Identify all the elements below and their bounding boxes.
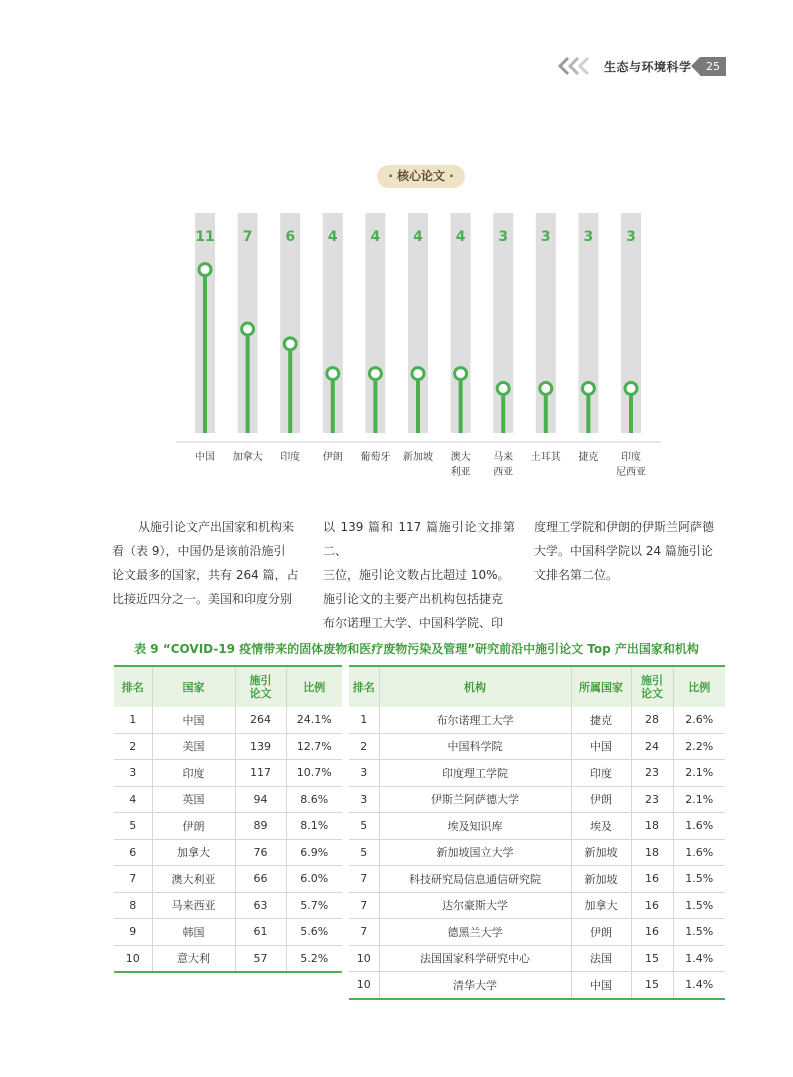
category-label: 中国 (195, 452, 215, 463)
table-cell: 5.6% (286, 919, 342, 946)
bar-group (531, 213, 562, 463)
table-cell: 16 (631, 892, 673, 919)
bar-marker (284, 338, 296, 350)
table-cell: 6.9% (286, 839, 342, 866)
table-cell: 1.6% (673, 813, 725, 840)
table-cell: 埃及知识库 (379, 813, 571, 840)
table-cell: 中国科学院 (379, 733, 571, 760)
data-label: 3 (498, 229, 509, 245)
table-row (114, 892, 342, 919)
table-cell: 6 (114, 839, 152, 866)
bar-marker (455, 368, 467, 380)
table-cell: 7 (349, 919, 379, 946)
table-cell: 1.5% (673, 866, 725, 893)
category-label: 利亚 (450, 467, 471, 478)
bar-group (360, 213, 390, 463)
table-cell: 伊朗 (571, 919, 631, 946)
data-label: 11 (195, 229, 215, 245)
table-cell: 63 (235, 892, 286, 919)
table-cell: 印度 (571, 760, 631, 787)
table-cell: 1 (114, 707, 152, 733)
bar-marker (412, 368, 424, 380)
table-row (114, 866, 342, 893)
data-label: 4 (370, 229, 381, 245)
bar-group (451, 213, 471, 478)
table-cell: 8 (114, 892, 152, 919)
table-row (349, 839, 725, 866)
table-cell: 5 (114, 813, 152, 840)
table-cell: 新加坡国立大学 (379, 839, 571, 866)
bar-group (403, 213, 433, 463)
table-header-row (349, 666, 725, 707)
column-header: 比例 (673, 666, 725, 707)
table-cell: 中国 (571, 733, 631, 760)
table-cell: 布尔诺理工大学 (379, 707, 571, 733)
table-cell: 8.6% (286, 786, 342, 813)
table-cell: 印度理工学院 (379, 760, 571, 787)
table-cell: 10 (356, 978, 371, 992)
table-cell: 澳大利亚 (152, 866, 235, 893)
table-cell: 76 (235, 839, 286, 866)
table-cell: 4 (114, 786, 152, 813)
table-cell: 139 (235, 733, 286, 760)
bar-marker (242, 323, 254, 335)
table-cell: 28 (631, 707, 673, 733)
column-header: 排名 (114, 666, 152, 707)
table-cell: 2 (349, 733, 379, 760)
data-label: 3 (583, 229, 594, 245)
country-table (114, 665, 342, 973)
data-label: 4 (327, 229, 338, 245)
category-label: 印度 (280, 452, 301, 463)
table-row (114, 813, 342, 840)
table-cell: 法国国家科学研究中心 (379, 945, 571, 972)
section-title: 生态与环境科学 (604, 60, 692, 74)
table-cell: 1.4% (673, 972, 725, 999)
table-cell: 马来西亚 (152, 892, 235, 919)
table-cell: 美国 (152, 733, 235, 760)
bar-marker (497, 382, 509, 394)
table-row (114, 945, 342, 972)
bar-group (323, 213, 343, 463)
table-cell: 捷克 (571, 707, 631, 733)
table-cell: 5.7% (286, 892, 342, 919)
table-cell: 16 (631, 919, 673, 946)
table-cell: 伊朗 (152, 813, 235, 840)
bar-marker (625, 382, 637, 394)
column-header: 机构 (379, 666, 571, 707)
table-row (349, 866, 725, 893)
chart-title-badge: · 核心论文 · (377, 165, 465, 188)
table-cell: 7 (349, 892, 379, 919)
table-row (349, 945, 725, 972)
data-label: 6 (285, 229, 296, 245)
table-cell: 5.2% (286, 945, 342, 972)
data-label: 3 (626, 229, 636, 245)
table-cell: 5 (349, 839, 379, 866)
data-label: 4 (455, 229, 466, 245)
table-row (349, 892, 725, 919)
table-cell: 7 (114, 866, 152, 893)
bar-group (233, 213, 263, 463)
table-cell: 117 (235, 760, 286, 787)
paragraph-line: 布尔诺理工大学、中国科学院、印 (323, 616, 504, 630)
table-cell: 23 (631, 786, 673, 813)
paragraph-col-2 (323, 515, 515, 635)
category-label: 土耳其 (530, 452, 561, 463)
table-cell: 2.6% (673, 707, 725, 733)
paragraph-line: 大学。中国科学院以 24 篇施引论 (534, 544, 713, 558)
table-row (114, 707, 342, 733)
table-cell: 印度 (152, 760, 235, 787)
table-row (349, 733, 725, 760)
table-row (349, 919, 725, 946)
category-label: 葡萄牙 (360, 452, 391, 463)
table-cell: 2 (114, 733, 152, 760)
bar-marker (582, 382, 594, 394)
table-cell: 3 (349, 760, 379, 787)
core-papers-chart (170, 205, 665, 480)
column-header: 国家 (152, 666, 235, 707)
table-cell: 法国 (571, 945, 631, 972)
table-cell: 3 (114, 760, 152, 787)
table-cell: 加拿大 (152, 839, 235, 866)
bar-group (195, 213, 215, 463)
table-cell: 23 (631, 760, 673, 787)
table-cell: 1.4% (673, 945, 725, 972)
column-header: 比例 (286, 666, 342, 707)
table-caption: 表 9 “COVID-19 疫情带来的固体废物和医疗废物污染及管理”研究前沿中施引论文 Top 产出国家和机构 (134, 642, 699, 656)
category-label: 新加坡 (403, 452, 433, 463)
page-number-notch (691, 57, 700, 75)
table-cell: 66 (235, 866, 286, 893)
table-cell: 达尔豪斯大学 (379, 892, 571, 919)
data-label: 3 (540, 229, 551, 245)
table-cell: 2.1% (673, 760, 725, 787)
table-cell: 94 (235, 786, 286, 813)
paragraph-line: 从施引论文产出国家和机构来 (138, 520, 295, 534)
bar-marker (199, 264, 211, 276)
table-cell: 伊斯兰阿萨德大学 (379, 786, 571, 813)
paragraph-line: 施引论文的主要产出机构包括捷克 (323, 592, 504, 606)
chart-title: 核心论文 (396, 169, 445, 183)
table-cell: 89 (235, 813, 286, 840)
table-row (114, 786, 342, 813)
bar-marker (369, 368, 381, 380)
column-header: 施引 论文 (631, 666, 673, 707)
paragraph-line: 文排名第二位。 (534, 568, 619, 582)
table-cell: 10 (125, 951, 140, 965)
paragraph-line: 看（表 9），中国仍是该前沿施引 (112, 544, 286, 558)
paragraph-line: 论文最多的国家，共有 264 篇，占 (112, 568, 299, 582)
table-cell: 8.1% (286, 813, 342, 840)
category-label: 澳大 (450, 452, 471, 463)
bar-group (616, 213, 646, 478)
table-cell: 18 (631, 813, 673, 840)
table-cell: 2.2% (673, 733, 725, 760)
category-label: 伊朗 (322, 452, 343, 463)
paragraph-col-1 (112, 515, 304, 611)
table-row (114, 839, 342, 866)
category-label: 西亚 (493, 467, 514, 478)
data-label: 4 (413, 229, 423, 245)
table-row (349, 707, 725, 733)
table-cell: 清华大学 (379, 972, 571, 999)
table-cell: 24.1% (286, 707, 342, 733)
table-cell: 24 (631, 733, 673, 760)
data-label: 7 (242, 229, 253, 245)
bar-group (493, 213, 513, 478)
bar-group (578, 213, 598, 463)
column-header: 所属国家 (571, 666, 631, 707)
table-cell: 意大利 (152, 945, 235, 972)
column-header: 施引 论文 (235, 666, 286, 707)
table-cell: 埃及 (571, 813, 631, 840)
table-cell: 1 (349, 707, 379, 733)
table-cell: 1.5% (673, 892, 725, 919)
table-header-row (114, 666, 342, 707)
table-cell: 16 (631, 866, 673, 893)
table-cell: 15 (631, 945, 673, 972)
table-cell: 新加坡 (571, 839, 631, 866)
category-label: 捷克 (578, 452, 599, 463)
table-cell: 科技研究局信息通信研究院 (379, 866, 571, 893)
table-cell: 18 (631, 839, 673, 866)
table-cell: 61 (235, 919, 286, 946)
table-cell: 12.7% (286, 733, 342, 760)
paragraph-line: 度理工学院和伊朗的伊斯兰阿萨德 (534, 520, 715, 534)
table-cell: 英国 (152, 786, 235, 813)
category-label: 印度 (621, 452, 641, 463)
table-cell: 德黑兰大学 (379, 919, 571, 946)
table-row (114, 919, 342, 946)
table-row (114, 760, 342, 787)
bar-group (280, 213, 300, 463)
table-cell: 15 (631, 972, 673, 999)
table-cell: 57 (235, 945, 286, 972)
category-label: 加拿大 (232, 452, 263, 463)
table-cell: 6.0% (286, 866, 342, 893)
table-cell: 韩国 (152, 919, 235, 946)
table-cell: 3 (349, 786, 379, 813)
table-row (114, 733, 342, 760)
category-label: 尼西亚 (616, 467, 646, 478)
table-cell: 10 (349, 945, 379, 972)
table-cell: 加拿大 (571, 892, 631, 919)
category-label: 马来 (493, 452, 514, 463)
bar-marker (327, 368, 339, 380)
table-cell: 9 (114, 919, 152, 946)
table-cell: 10.7% (286, 760, 342, 787)
table-cell: 1.6% (673, 839, 725, 866)
table-row (349, 786, 725, 813)
paragraph-line: 比接近四分之一。美国和印度分别 (112, 592, 293, 606)
table-row (349, 760, 725, 787)
table-cell: 264 (235, 707, 286, 733)
bar-marker (540, 382, 552, 394)
table-cell: 中国 (571, 972, 631, 999)
chevrons-left-icon (548, 56, 600, 76)
table-cell: 2.1% (673, 786, 725, 813)
table-row (349, 972, 725, 999)
paragraph-line: 三位，施引论文数占比超过 10%。 (323, 568, 510, 582)
paragraph-line: 以 139 篇和 117 篇施引论文排第二、 (323, 520, 515, 558)
table-cell: 7 (349, 866, 379, 893)
table-cell: 伊朗 (571, 786, 631, 813)
institution-table (349, 665, 725, 1000)
table-cell: 中国 (152, 707, 235, 733)
table-cell: 1.5% (673, 919, 725, 946)
page-number: 25 (700, 57, 726, 76)
table-row (349, 813, 725, 840)
table-cell: 5 (349, 813, 379, 840)
column-header: 排名 (349, 666, 379, 707)
paragraph-col-3 (534, 515, 726, 587)
running-header (540, 52, 740, 80)
table-cell: 新加坡 (571, 866, 631, 893)
